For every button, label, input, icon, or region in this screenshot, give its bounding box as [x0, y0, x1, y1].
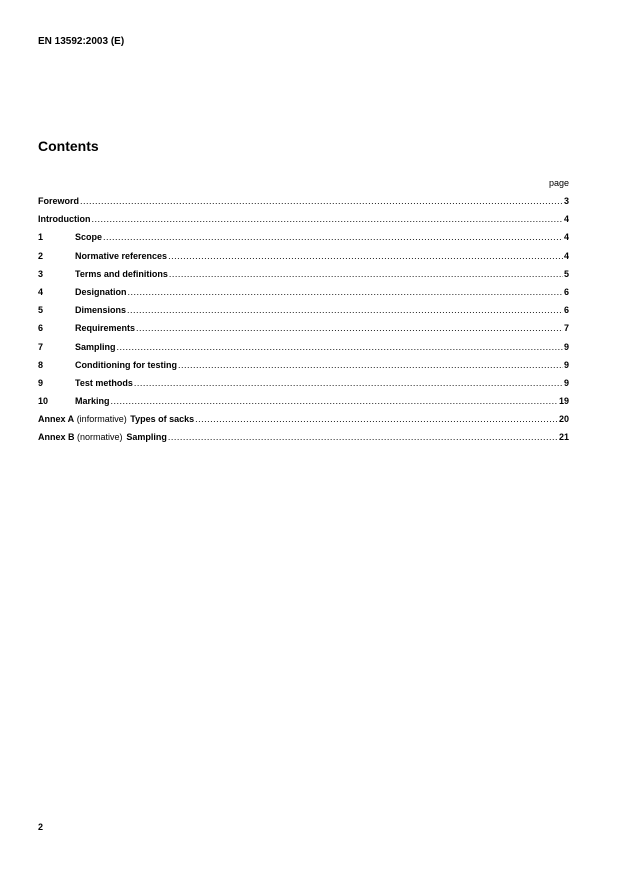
dot-leader — [111, 396, 558, 406]
page-column-label: page — [548, 178, 569, 188]
toc-label: Conditioning for testing — [75, 359, 177, 370]
dot-leader — [134, 378, 563, 388]
toc-label: Requirements — [75, 323, 136, 334]
document-header: EN 13592:2003 (E) — [38, 36, 125, 47]
toc-number: 8 — [38, 359, 44, 370]
toc-page: 21 — [558, 432, 569, 443]
toc-page: 20 — [558, 414, 569, 425]
toc-label: Dimensions — [75, 305, 127, 316]
toc-entry-requirements[interactable] — [38, 323, 569, 341]
dot-leader — [178, 360, 563, 370]
dot-leader — [168, 251, 563, 261]
toc-page: 9 — [563, 377, 569, 388]
dot-leader — [128, 287, 563, 297]
toc-entry-designation[interactable] — [38, 287, 569, 305]
toc-label: Marking — [75, 396, 110, 407]
toc-page: 6 — [563, 305, 569, 316]
toc-page: 3 — [563, 196, 569, 206]
toc-entry-scope[interactable] — [38, 232, 569, 250]
toc-number: 10 — [38, 396, 49, 407]
dot-leader — [168, 432, 558, 442]
toc-number: 2 — [38, 250, 44, 261]
toc-label: Sampling — [126, 432, 167, 443]
toc-entry-annex-b[interactable] — [38, 432, 569, 450]
toc-page: 5 — [563, 268, 569, 279]
toc-page: 7 — [563, 323, 569, 334]
toc-label: Sampling — [75, 341, 116, 352]
toc-label: Designation — [75, 286, 127, 297]
toc-label: Test methods — [75, 377, 133, 388]
toc-label: Introduction — [38, 214, 91, 225]
toc-label: Normative references — [75, 250, 168, 261]
toc-page: 4 — [563, 250, 569, 261]
toc-page: 19 — [558, 396, 569, 407]
toc-page: 9 — [563, 341, 569, 352]
toc-label: Types of sacks — [130, 414, 195, 425]
table-of-contents — [38, 196, 569, 451]
toc-label: Scope — [75, 232, 103, 243]
toc-number: 5 — [38, 305, 44, 316]
dot-leader — [127, 305, 563, 315]
toc-entry-foreword[interactable] — [38, 196, 569, 214]
toc-label: Foreword — [38, 196, 80, 206]
toc-number: 6 — [38, 323, 44, 334]
toc-page: 6 — [563, 286, 569, 297]
toc-number: 3 — [38, 268, 44, 279]
toc-page: 4 — [563, 232, 569, 243]
toc-entry-dimensions[interactable] — [38, 305, 569, 323]
toc-number: 9 — [38, 377, 44, 388]
annex-id: Annex A — [38, 414, 75, 425]
dot-leader — [195, 414, 558, 424]
toc-number: 4 — [38, 286, 44, 297]
dot-leader — [92, 214, 563, 224]
page-number: 2 — [38, 822, 44, 832]
dot-leader — [136, 323, 563, 333]
dot-leader — [80, 196, 563, 206]
toc-entry-terms-and-definitions[interactable] — [38, 269, 569, 287]
toc-entry-introduction[interactable] — [38, 214, 569, 232]
toc-entry-sampling[interactable] — [38, 342, 569, 360]
dot-leader — [117, 342, 563, 352]
toc-page: 4 — [563, 214, 569, 225]
annex-kind: (informative) — [76, 414, 127, 425]
toc-entry-marking[interactable] — [38, 396, 569, 414]
toc-entry-conditioning[interactable] — [38, 360, 569, 378]
dot-leader — [103, 232, 563, 242]
page-title: Contents — [38, 138, 99, 154]
annex-kind: (normative) — [77, 432, 123, 443]
toc-label: Terms and definitions — [75, 268, 168, 279]
toc-page: 9 — [563, 359, 569, 370]
dot-leader — [169, 269, 563, 279]
toc-entry-annex-a[interactable] — [38, 414, 569, 432]
toc-entry-normative-references[interactable] — [38, 251, 569, 269]
toc-entry-test-methods[interactable] — [38, 378, 569, 396]
toc-number: 7 — [38, 341, 44, 352]
annex-id: Annex B — [38, 432, 75, 443]
toc-number: 1 — [38, 232, 44, 243]
